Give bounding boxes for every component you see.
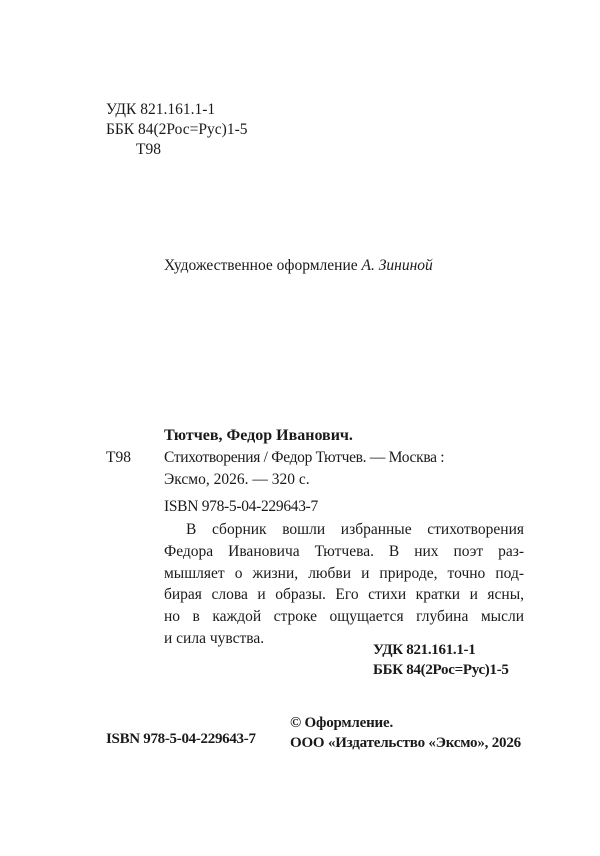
annotation-line: и сила чувства. <box>164 629 265 647</box>
author-heading: Тютчев, Федор Иванович. <box>164 427 353 444</box>
design-credit <box>164 256 433 276</box>
card-isbn: ISBN 978-5-04-229643-7 <box>164 498 318 515</box>
annotation-line: Федора Ивановича Тютчева. В них поэт раз- <box>164 542 524 560</box>
copyright-block <box>290 713 521 753</box>
footer-isbn: ISBN 978-5-04-229643-7 <box>106 731 256 747</box>
annotation-line: В сборник вошли избранные стихотворения <box>186 521 524 538</box>
card-author-mark: Т98 <box>106 449 131 466</box>
copyright-line-2: ООО «Издательство «Эксмо», 2026 <box>290 735 521 751</box>
annotation-line: бирая слова и образы. Его стихи кратки и ясны, <box>164 586 524 604</box>
design-credit-label: Художественное оформление <box>164 257 358 274</box>
copyright-line-1: © Оформление. <box>290 715 394 731</box>
design-credit-artist: А. Зининой <box>361 257 433 274</box>
header-udk: УДК 821.161.1-1 <box>106 101 216 118</box>
header-author-mark: Т98 <box>136 141 161 158</box>
header-bbk: ББК 84(2Рос=Рус)1-5 <box>106 121 248 138</box>
annotation-line: мышляет о жизни, любви и природе, точно под- <box>164 564 524 582</box>
annotation-line: но в каждой строке ощущается глубина мысли <box>164 608 524 626</box>
card-udk: УДК 821.161.1-1 <box>373 642 476 658</box>
description-line-2: Эксмо, 2026. — 320 с. <box>164 471 310 488</box>
description-line-1: Стихотворения / Федор Тютчев. — Москва : <box>164 449 445 466</box>
card-bbk: ББК 84(2Рос=Рус)1-5 <box>373 662 509 678</box>
annotation <box>164 519 524 650</box>
